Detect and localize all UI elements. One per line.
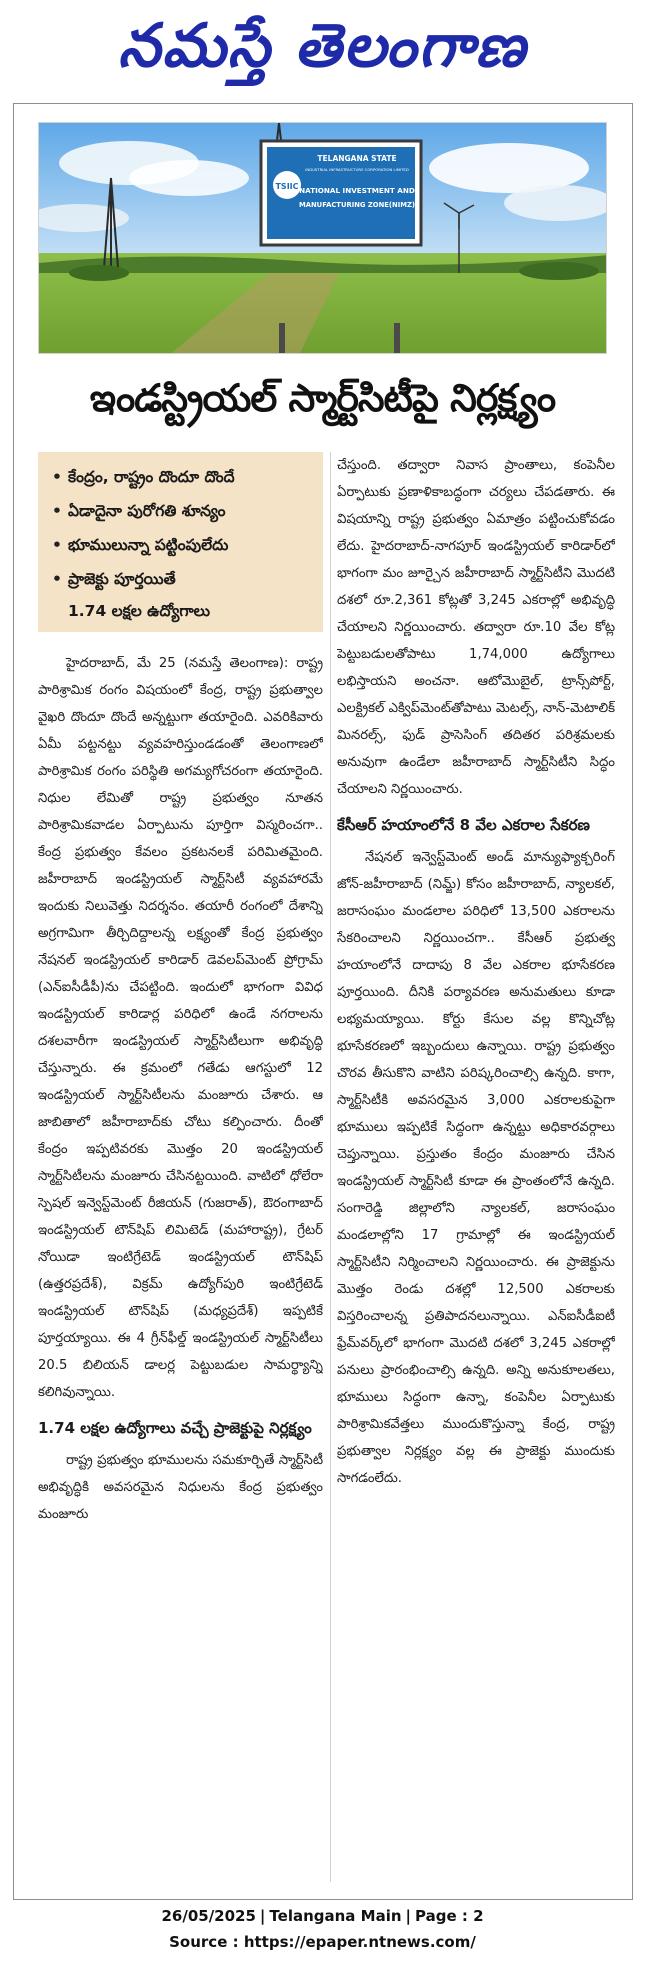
sign-line-1: TELANGANA STATE	[317, 154, 397, 163]
article-column-right	[337, 452, 615, 1892]
photo-illustration	[39, 123, 607, 354]
masthead	[0, 0, 645, 92]
column-divider	[330, 452, 331, 1882]
article-paragraph: నేషనల్ ఇన్వెస్ట్‌మెంట్ అండ్ మాన్యుఫ్యాక్చరింగ్ జోన్-జహీరాబాద్ (నిమ్జ్) కోసం జహీరాబాద్, న్యాలకల్, జరాసంఘం మండలాల పరిధిలో 13,500 ఎకరాలను సేకరించాలని నిర్ణయించగా.. కేసీఆర్ ప్రభుత్వ హయాంలోనే దాదాపు 8 వేల ఎకరాల భూసేకరణ పూర్తయింది. దీనికి పర్యావరణ అనుమతులు కూడా లభ్యమయ్యాయి. కోర్టు కేసుల వల్ల కొన్నిచోట్ల భూసేకరణలో ఇబ్బందులు ఉన్నాయి. రాష్ట్ర ప్రభుత్వం చొరవ తీసుకొని వాటిని పరిష్కరించాల్సి ఉన్నది. కాగా, స్మార్ట్‌సిటీకి అవసరమైన 3,000 ఎకరాలకుపైగా భూములు ఇప్పటికే సిద్ధంగా ఉన్నట్టు అధికారవర్గాలు చెప్తున్నాయి. ప్రస్తుతం కేంద్రం మంజూరు చేసిన ఇండస్ట్రియల్ స్మార్ట్‌సిటీ కూడా ఈ ప్రాంతంలోనే ఉన్నది. సంగారెడ్డి జిల్లాలోని న్యాలకల్, జరాసంఘం మండలాల్లోని 17 గ్రామాల్లో ఈ ఇండస్ట్రియల్ స్మార్ట్‌సిటీని నిర్మించాలని నిర్ణయించారు. ఈ ప్రాజెక్టును మొత్తం రెండు దశల్లో 12,500 ఎకరాలకు విస్తరించాలన్న ప్రతిపాదనలున్నాయి. ఎన్‌ఐసీడీఐటీ ఫ్రేమ్‌వర్క్‌లో భాగంగా మొదటి దశలో 3,245 ఎకరాల్లో పనులు ప్రారంభించాల్సి ఉన్నది. అన్ని అనుకూలతలు, భూములు సిద్ధంగా ఉన్నా, కంపెనీల ఏర్పాటుకు పారిశ్రామికవేత్తలు ముందుకొస్తున్నా కేంద్ర, రాష్ట్ర ప్రభుత్వాల నిర్లక్ష్యం వల్ల ఈ ప్రాజెక్టు ముందుకు సాగడంలేదు.	[337, 850, 615, 1486]
sign-line-3: NATIONAL INVESTMENT AND	[299, 186, 415, 195]
footer-edition-line: 26/05/2025 | Telangana Main | Page : 2	[161, 1907, 484, 1925]
footer	[0, 1903, 645, 1955]
highlights-box	[38, 452, 323, 632]
sub-heading: కేసీఆర్ హయాంలోనే 8 వేల ఎకరాల సేకరణ	[337, 816, 590, 834]
sign-line-2: INDUSTRIAL INFRASTRUCTURE CORPORATION LIMITED	[305, 167, 409, 172]
highlight-item: • ప్రాజెక్టు పూర్తయితే	[52, 562, 313, 596]
highlight-item: • ఏడాదైనా పురోగతి శూన్యం	[52, 494, 313, 528]
article-paragraph: రాష్ట్ర ప్రభుత్వం భూములను సమకూర్చితే స్మార్ట్‌సిటీ అభివృద్ధికి అవసరమైన నిధులను కేంద్ర ప్రభుత్వం మంజూరు	[38, 1453, 323, 1522]
newspaper-logo: నమస్తే తెలంగాణ	[117, 11, 528, 81]
sign-logo-text: TSIIC	[275, 182, 299, 191]
highlight-item: • భూములున్నా పట్టింపులేదు	[52, 528, 313, 562]
footer-edition: Telangana Main	[269, 1907, 402, 1925]
footer-source[interactable]: Source : https://epaper.ntnews.com/	[169, 1933, 476, 1951]
sub-heading: 1.74 లక్షల ఉద్యోగాలు వచ్చే ప్రాజెక్టుపై నిర్లక్ష్యం	[38, 1419, 312, 1437]
article-column-left	[38, 650, 323, 1890]
article-paragraph: హైదరాబాద్, మే 25 (నమస్తే తెలంగాణ): రాష్ట్ర పారిశ్రామిక రంగం విషయంలో కేంద్ర, రాష్ట్ర ప్రభుత్వాల వైఖరి దొందూ దొందే అన్నట్టుగా తయారైంది. ఎవరికివారు ఏమీ పట్టనట్టు వ్యవహరిస్తుండడంతో తెలంగాణలో పారిశ్రామిక రంగం పరిస్థితి అగమ్యగోచరంగా తయారైంది. నిధుల లేమితో రాష్ట్ర ప్రభుత్వం నూతన పారిశ్రామికవాడల ఏర్పాటును పూర్తిగా విస్మరించగా.. కేంద్ర ప్రభుత్వం కేవలం ప్రకటనలకే పరిమితమైంది. జహీరాబాద్ ఇండస్ట్రియల్ స్మార్ట్‌సిటీ వ్యవహారమే ఇందుకు నిలువెత్తు నిదర్శనం. తయారీ రంగంలో దేశాన్ని అగ్రగామిగా తీర్చిదిద్దాలన్న లక్ష్యంతో కేంద్ర ప్రభుత్వం నేషనల్ ఇండస్ట్రియల్ కారిడార్ డెవలప్‌మెంట్ ప్రోగ్రామ్ (ఎన్‌ఐసీడీపీ)ను చేపట్టింది. ఇందులో భాగంగా వివిధ ఇండస్ట్రియల్ కారిడార్ల పరిధిలో ఉండే నగరాలను దశలవారీగా ఇండస్ట్రియల్ స్మార్ట్‌సిటీలుగా అభివృద్ధి చేస్తున్నారు. ఈ క్రమంలో గతేడు ఆగస్టులో 12 ఇండస్ట్రియల్ స్మార్ట్‌సిటీలను మంజూరు చేశారు. ఆ జాబితాలో జహీరాబాద్‌కు చోటు కల్పించారు. దీంతో కేంద్రం ఇప్పటివరకు మొత్తం 20 ఇండస్ట్రియల్ స్మార్ట్‌సిటీలను మంజూరు చేసినట్టయింది. వాటిలో ధోలేరా స్పెషల్ ఇన్వెస్ట్‌మెంట్ రీజియన్ (గుజరాత్), ఔరంగాబాద్ ఇండస్ట్రియల్ టౌన్‌షిప్ లిమిటెడ్ (మహారాష్ట్ర), గ్రేటర్ నోయిడా ఇంటిగ్రేటెడ్ ఇండస్ట్రియల్ టౌన్‌షిప్ (ఉత్తరప్రదేశ్), విక్రమ్ ఉద్యోగ్‌పురి ఇంటిగ్రేటెడ్ ఇండస్ట్రియల్ టౌన్‌షిప్ (మధ్యప్రదేశ్) ఇప్పటికే పూర్తయ్యాయి. ఈ 4 గ్రీన్‌ఫీల్డ్ ఇండస్ట్రియల్ స్మార్ట్‌సిటీలు 20.5 బిలియన్ డాలర్ల పెట్టుబడుల సామర్థ్యాన్ని కలిగివున్నాయి.	[38, 656, 323, 1400]
article-paragraph: చేస్తుంది. తద్వారా నివాస ప్రాంతాలు, కంపెనీల ఏర్పాటుకు ప్రణాళికాబద్ధంగా చర్యలు చేపడతారు. ఈ విషయాన్ని రాష్ట్ర ప్రభుత్వం ఏమాత్రం పట్టించుకోవడం లేదు. హైదరాబాద్-నాగపూర్ ఇండస్ట్రియల్ కారిడార్‌లో భాగంగా మం జూర్చైన జహీరాబాద్ స్మార్ట్‌సిటీని మొదటి దశలో రూ.2,361 కోట్లతో 3,245 ఎకరాల్లో అభివృద్ధి చేయాలని నిర్ణయించారు. తద్వారా రూ.10 వేల కోట్ల పెట్టుబడులతోపాటు 1,74,000 ఉద్యోగాలు లభిస్తాయని అంచనా. ఆటోమొబైల్, ట్రాన్స్‌పోర్ట్, ఎలక్ట్రికల్ ఎక్విప్‌మెంట్‌తోపాటు మెటల్స్, నాన్-మెటాలిక్ మినరల్స్, ఫుడ్ ప్రాసెసింగ్ తదితర పరిశ్రమలకు అనువుగా ఉండేలా జహీరాబాద్ స్మార్ట్‌సిటీని సిద్ధం చేయాలని నిర్ణయించారు.	[337, 458, 615, 797]
footer-page: Page : 2	[415, 1907, 484, 1925]
article-photo	[38, 122, 607, 354]
sign-line-4: MANUFACTURING ZONE(NIMZ)	[298, 201, 416, 209]
footer-date: 26/05/2025	[161, 1907, 256, 1925]
highlight-item: • కేంద్రం, రాష్ట్రం దొందూ దొందే	[52, 460, 313, 494]
headline: ఇండస్ట్రియల్ స్మార్ట్‌సిటీపై నిర్లక్ష్యం	[89, 374, 556, 420]
highlight-item: 1.74 లక్షల ఉద్యోగాలు	[68, 602, 211, 620]
